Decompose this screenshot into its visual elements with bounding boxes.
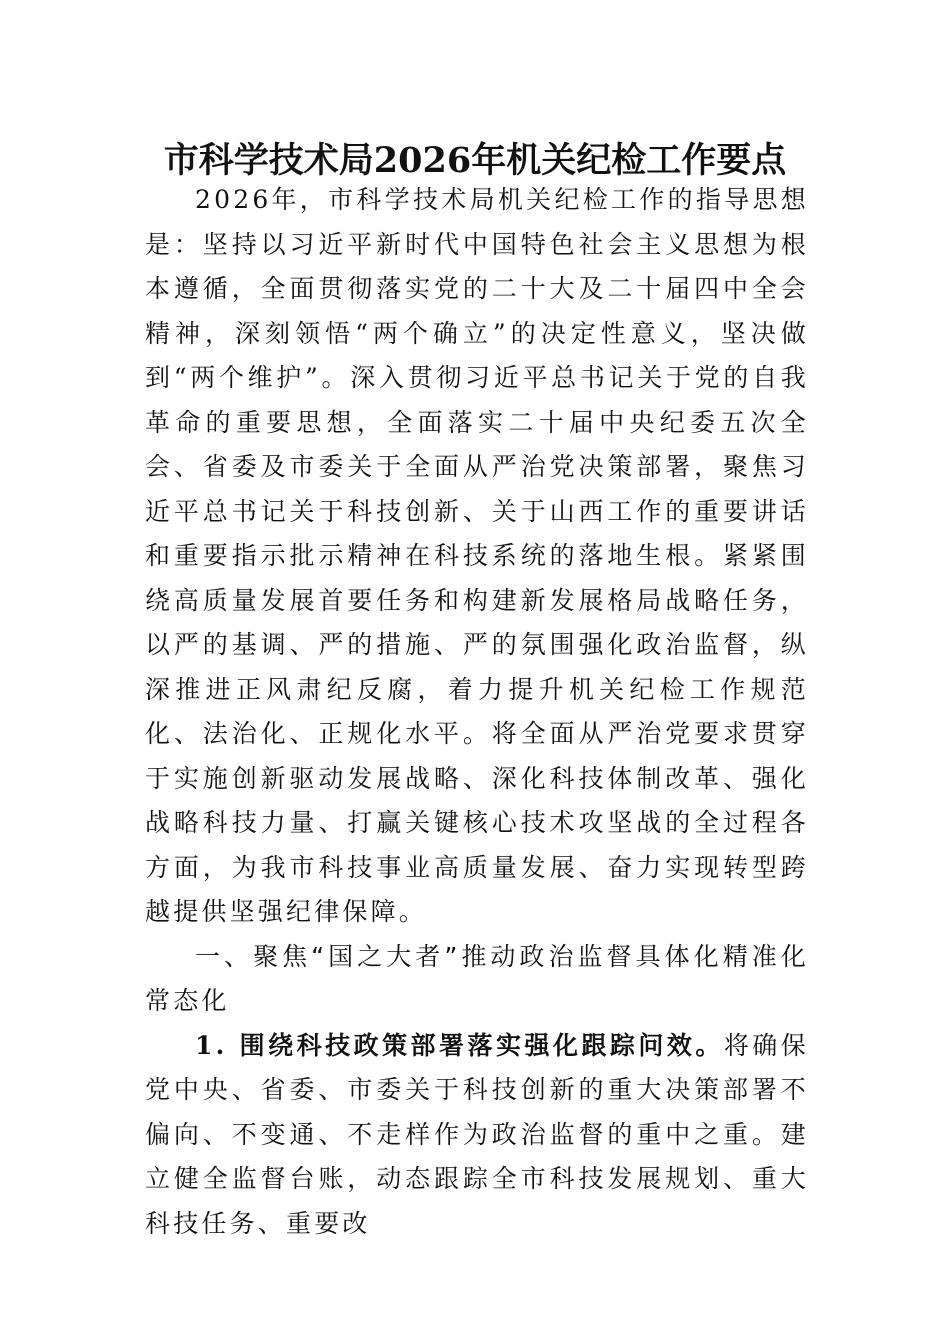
item-lead: 1. 围绕科技政策部署落实强化跟踪问效。 xyxy=(195,1030,724,1060)
document-body xyxy=(145,178,809,1246)
item-paragraph xyxy=(145,1024,809,1247)
intro-paragraph: 2026年，市科学技术局机关纪检工作的指导思想是：坚持以习近平新时代中国特色社会主义思想为根本遵循，全面贯彻落实党的二十大及二十届四中全会精神，深刻领悟“两个确立”的决定性意义，坚决做到“两个维护”。深入贯彻习近平总书记关于党的自我革命的重要思想，全面落实二十届中央纪委五次全会、省委及市委关于全面从严治党决策部署，聚焦习近平总书记关于科技创新、关于山西工作的重要讲话和重要指示批示精神在科技系统的落地生根。紧紧围绕高质量发展首要任务和构建新发展格局战略任务，以严的基调、严的措施、严的氛围强化政治监督，纵深推进正风肃纪反腐，着力提升机关纪检工作规范化、法治化、正规化水平。将全面从严治党要求贯穿于实施创新驱动发展战略、深化科技体制改革、强化战略科技力量、打赢关键核心技术攻坚战的全过程各方面，为我市科技事业高质量发展、奋力实现转型跨越提供坚强纪律保障。 xyxy=(145,185,809,926)
section-heading: 一、聚焦“国之大者”推动政治监督具体化精准化常态化 xyxy=(145,941,809,1015)
document-title: 市科学技术局2026年机关纪检工作要点 xyxy=(163,140,787,182)
item-text: 将确保党中央、省委、市委关于科技创新的重大决策部署不偏向、不变通、不走样作为政治监督的重中之重。建立健全监督台账，动态跟踪全市科技发展规划、重大科技任务、重要改 xyxy=(145,1030,809,1238)
